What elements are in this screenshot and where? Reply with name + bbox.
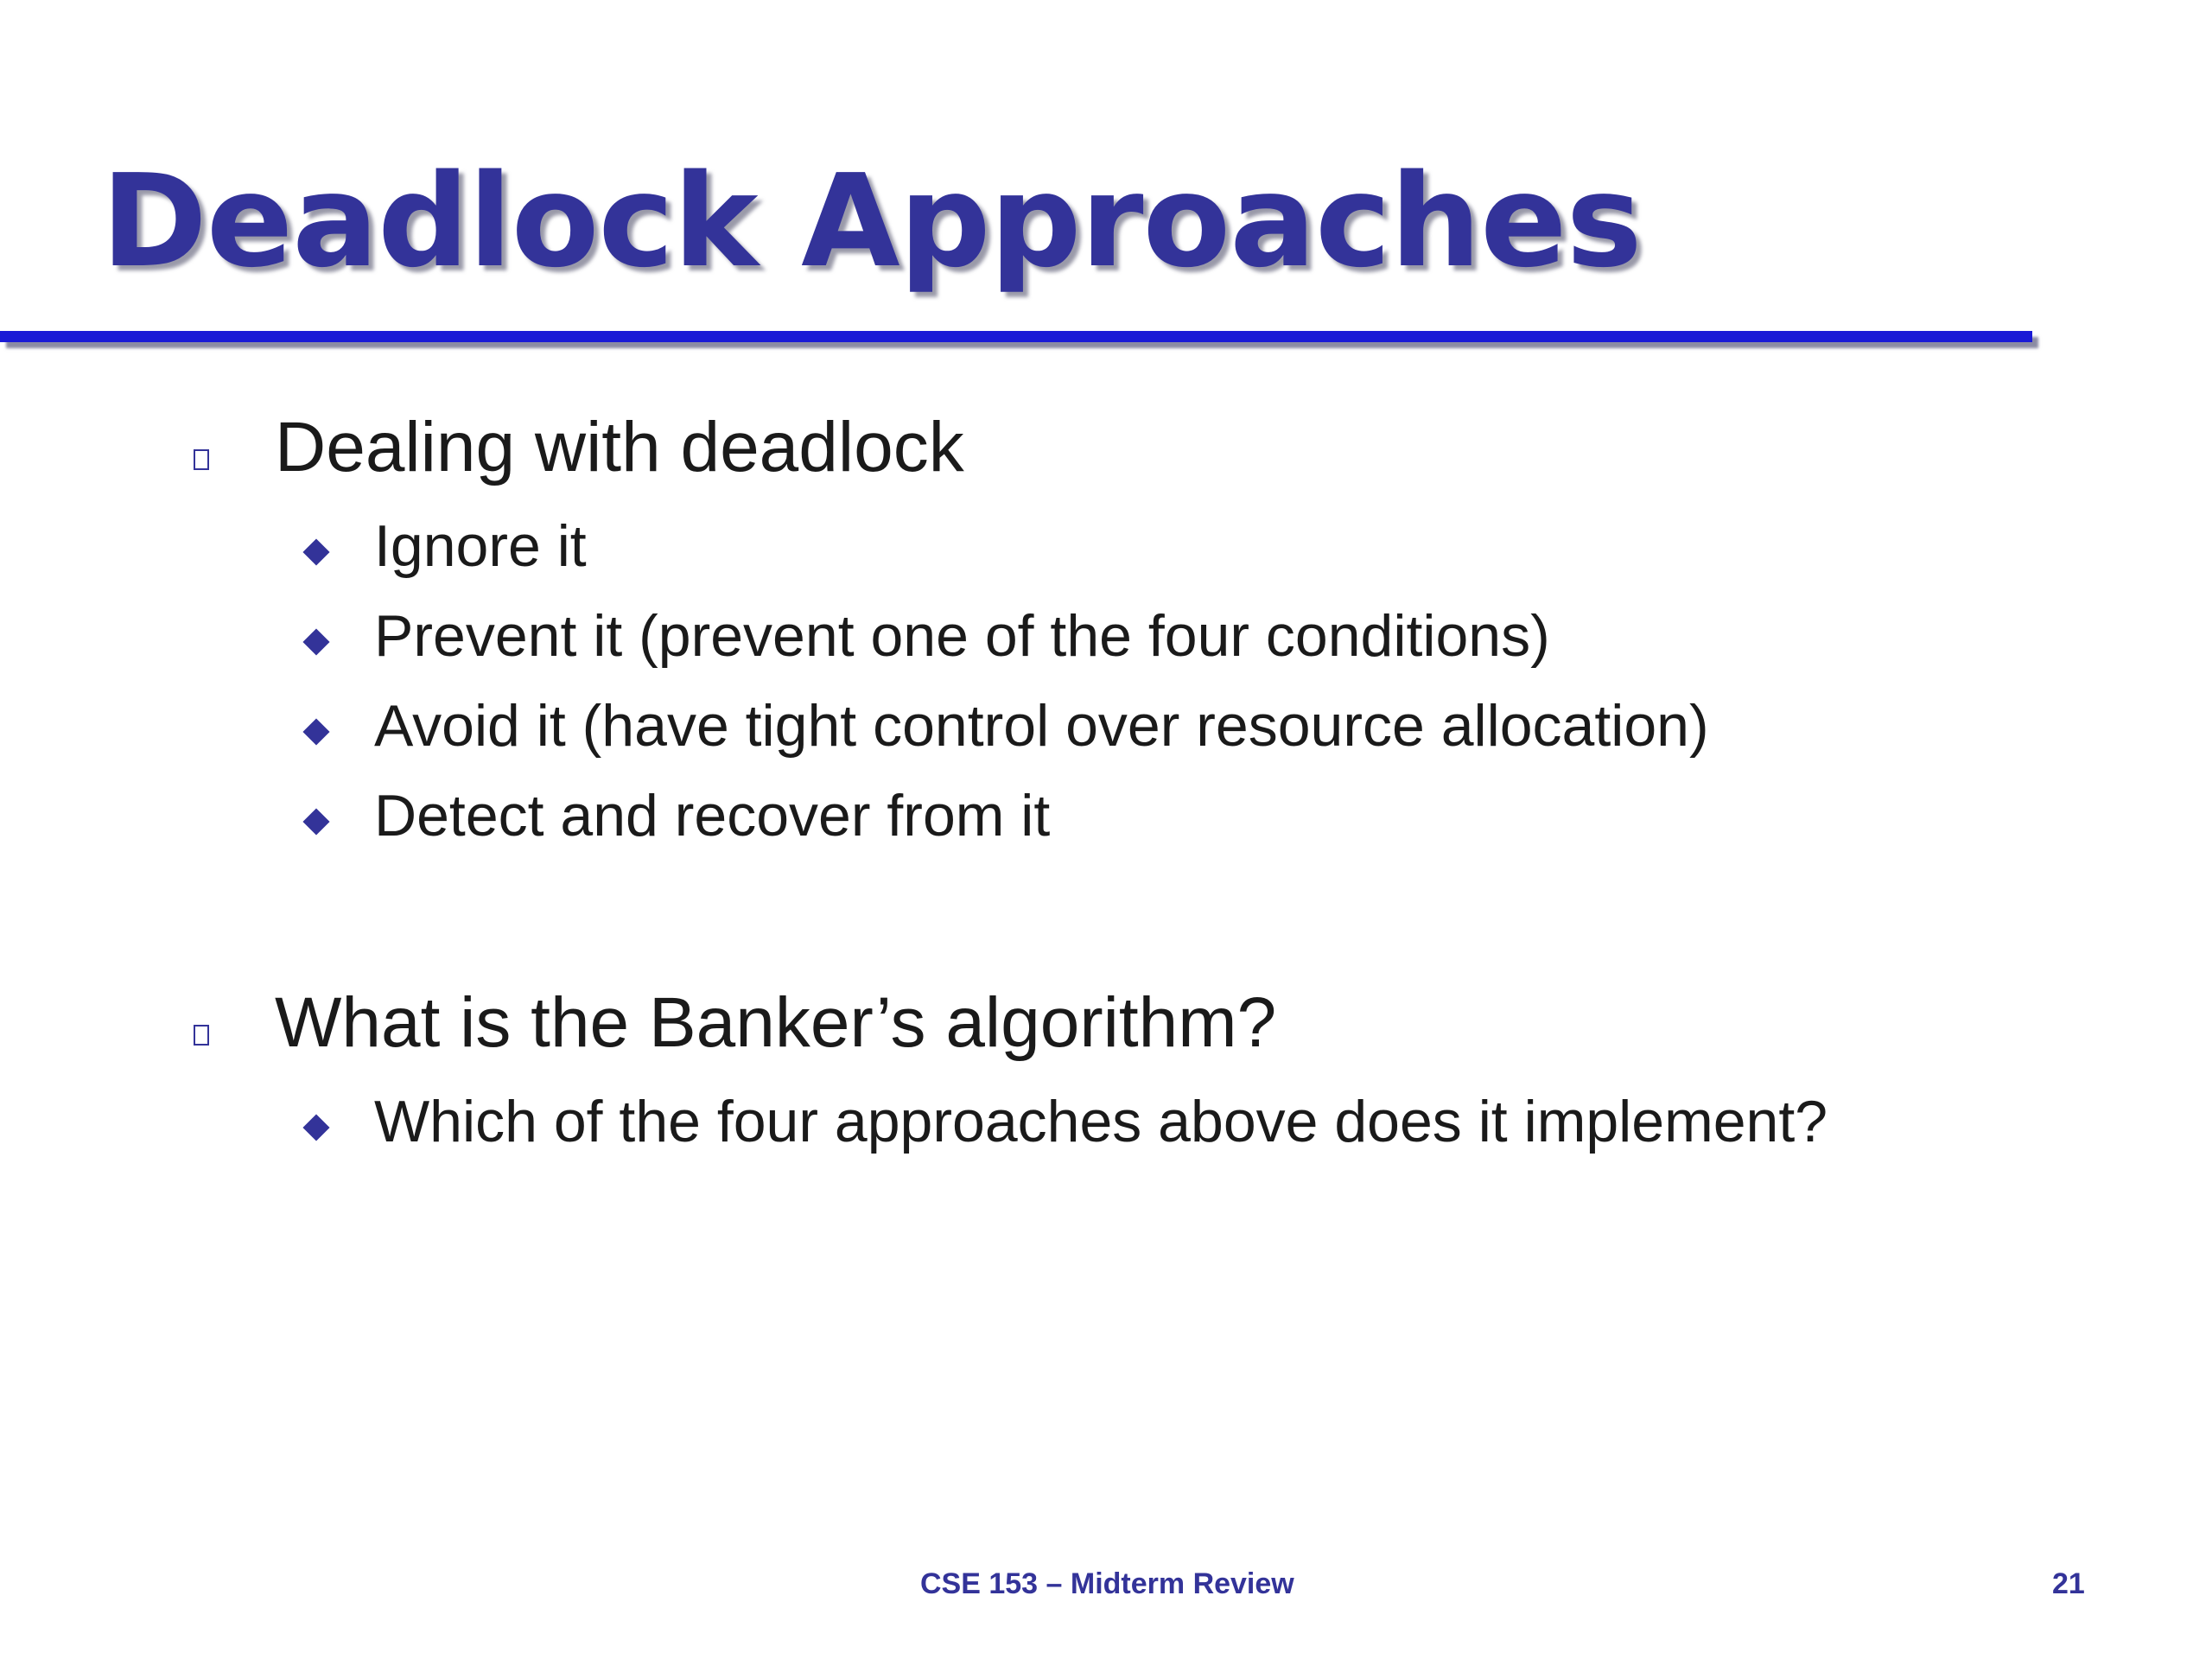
list-item: Ignore it [374, 513, 587, 579]
list-item: Which of the four approaches above does it implement? [374, 1089, 1828, 1154]
diamond-bullet-icon [302, 808, 329, 835]
hollow-square-bullet-icon [194, 1025, 209, 1046]
diamond-bullet-icon [302, 538, 329, 565]
section-heading: Dealing with deadlock [275, 408, 964, 486]
page-number: 21 [2052, 1567, 2085, 1600]
list-item: Detect and recover from it [374, 783, 1051, 849]
diamond-bullet-icon [302, 718, 329, 745]
diamond-bullet-icon [302, 1114, 329, 1141]
section-heading: What is the Banker’s algorithm? [275, 983, 1277, 1062]
list-item: Avoid it (have tight control over resource allocation) [374, 693, 1709, 759]
title-underline [0, 331, 2032, 342]
diamond-bullet-icon [302, 628, 329, 655]
list-item: Prevent it (prevent one of the four conditions) [374, 603, 1550, 669]
hollow-square-bullet-icon [194, 449, 209, 470]
slide-title: Deadlock Approaches [101, 147, 1642, 296]
footer-course-title: CSE 153 – Midterm Review [920, 1567, 1294, 1600]
